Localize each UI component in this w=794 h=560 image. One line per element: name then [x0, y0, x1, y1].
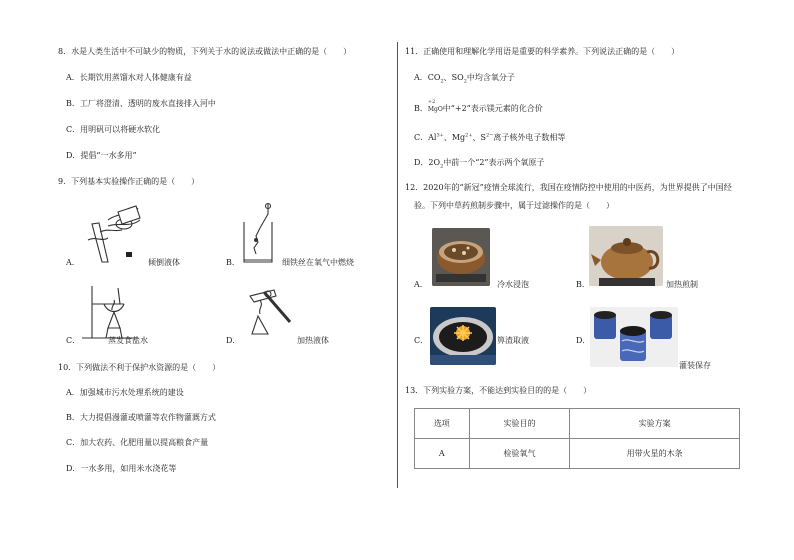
- table-row[interactable]: [415, 439, 740, 469]
- q9-b-caption: 细铁丝在氧气中燃烧: [282, 258, 354, 267]
- q13-table: [414, 408, 740, 469]
- q8-option-d[interactable]: D．提倡“一水多用”: [66, 151, 137, 160]
- q10-option-b[interactable]: B．大力提倡漫灌或喷灌等农作物灌溉方式: [66, 413, 216, 422]
- q11-c-sup3: 2−: [486, 132, 494, 139]
- q9-d-letter: D．: [226, 336, 241, 345]
- q8-option-c[interactable]: C．用明矾可以将硬水软化: [66, 125, 161, 134]
- column-divider: [397, 42, 398, 488]
- soaking-herbs-photo: [432, 228, 490, 286]
- q11-c-mid2: 、S: [472, 133, 487, 142]
- q11-d-sub: 2: [440, 163, 444, 170]
- q11-c-mid1: 、Mg: [443, 133, 466, 142]
- table-header-option: 选项: [415, 409, 470, 439]
- q12-a-caption: 冷水浸泡: [497, 280, 529, 289]
- q9-b-letter: B．: [226, 258, 240, 267]
- q11-a-sub2: 2: [463, 78, 467, 85]
- table-header-row: [415, 409, 740, 439]
- q10-option-c[interactable]: C．加大农药、化肥用量以提高粮食产量: [66, 438, 209, 447]
- q11-c-sup2: 2+: [465, 132, 473, 139]
- q11-d-pre: D．2O: [414, 158, 441, 167]
- heating-liquid-figure: [238, 286, 294, 340]
- q12-b-letter: B．: [576, 280, 590, 289]
- table-header-purpose: 实验目的: [469, 409, 570, 439]
- q11-c-post: 离子核外电子数相等: [493, 133, 566, 142]
- q11-option-a[interactable]: [414, 73, 515, 83]
- q11-option-c[interactable]: [414, 133, 565, 143]
- q8-stem: 8．水是人类生活中不可缺少的物质，下列关于水的说法或做法中正确的是（ ）: [58, 47, 352, 56]
- iron-wire-burning-figure: [238, 200, 278, 268]
- pouring-liquid-figure: [78, 202, 148, 264]
- q9-d-caption: 加热液体: [297, 336, 329, 345]
- q11-option-b[interactable]: [414, 99, 543, 115]
- q11-b-formula: MgO: [427, 106, 443, 113]
- q8-option-a[interactable]: A．长期饮用蒸馏水对人体健康有益: [66, 73, 192, 82]
- q11-a-pre: A．CO: [414, 73, 441, 82]
- q11-a-sub1: 2: [440, 78, 444, 85]
- table-header-plan: 实验方案: [570, 409, 740, 439]
- q11-b-post: 中“+2”表示镁元素的化合价: [442, 104, 543, 113]
- q12-c-caption: 箅渣取液: [497, 336, 529, 345]
- table-cell-plan: 用带火星的木条: [570, 439, 740, 469]
- table-cell-option: A: [415, 439, 470, 469]
- q11-b-sup: +2: [427, 99, 436, 105]
- q11-stem: 11．正确使用和理解化学用语是重要的科学素养。下列说法正确的是（ ）: [405, 47, 680, 56]
- q11-c-pre: C．Al: [414, 133, 437, 142]
- q12-a-letter: A．: [414, 280, 428, 289]
- q9-a-letter: A．: [66, 258, 80, 267]
- q9-c-letter: C．: [66, 336, 81, 345]
- decocting-pot-photo: [589, 226, 663, 286]
- q12-d-caption: 灌装保存: [679, 361, 711, 370]
- q11-c-sup1: 3+: [436, 132, 444, 139]
- q10-option-d[interactable]: D．一水多用，如用米水浇花等: [66, 464, 177, 473]
- q8-option-b[interactable]: B．工厂将澄清、透明的废水直接排入河中: [66, 99, 216, 108]
- q12-d-letter: D．: [576, 336, 591, 345]
- q11-b-valence-formula: [427, 99, 443, 115]
- q11-b-pre: B．: [414, 104, 428, 113]
- q11-a-post: 中均含氧分子: [466, 73, 515, 82]
- q12-stem-line2: 验。下列中草药煎制步骤中，属于过滤操作的是（ ）: [414, 201, 614, 210]
- q11-d-post: 中前一个“2”表示两个氧原子: [443, 158, 545, 167]
- q13-stem: 13．下列实验方案，不能达到实验目的的是（ ）: [405, 386, 592, 395]
- q12-b-caption: 加热煎制: [666, 280, 698, 289]
- q12-c-letter: C．: [414, 336, 429, 345]
- q9-c-caption: 蒸发食盐水: [108, 336, 148, 345]
- table-cell-purpose: 检验氧气: [469, 439, 570, 469]
- q10-stem: 10．下列做法不利于保护水资源的是（ ）: [58, 363, 221, 372]
- q9-a-caption: 倾倒液体: [148, 258, 180, 267]
- q11-a-mid: 、SO: [443, 73, 464, 82]
- q11-option-d[interactable]: [414, 158, 545, 168]
- storage-jars-photo: [590, 307, 678, 367]
- q10-option-a[interactable]: A．加强城市污水处理系统的建设: [66, 388, 184, 397]
- evaporating-dish-figure: [78, 282, 144, 342]
- q9-stem: 9．下列基本实验操作正确的是（ ）: [58, 177, 200, 186]
- straining-photo: [430, 307, 496, 365]
- q12-stem-line1: 12．2020年的“新冠”疫情全球流行，我国在疫情防控中使用的中医药，为世界提供了中国经: [405, 183, 732, 192]
